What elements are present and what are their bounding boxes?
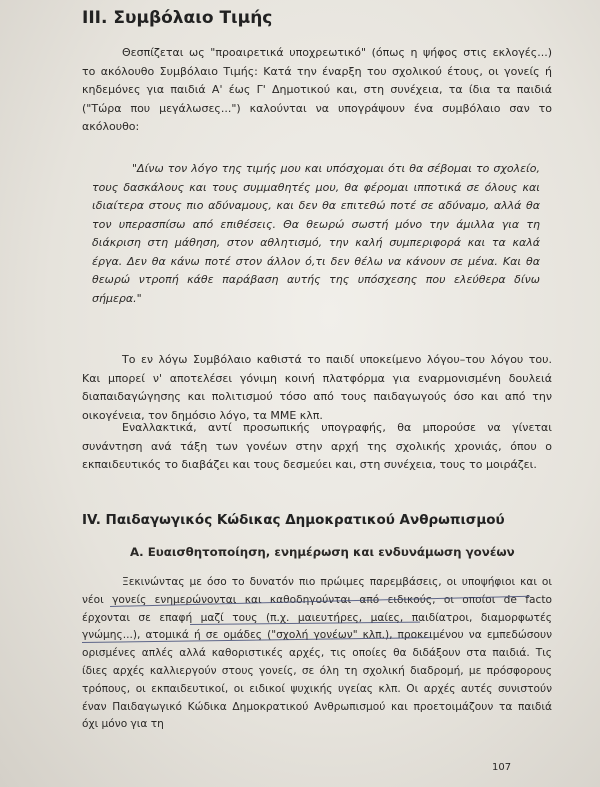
section-4-heading: IV. Παιδαγωγικός Κώδικας Δημοκρατικού Ανθρωπισμού xyxy=(82,512,505,528)
section-3-heading: III. Συμβόλαιο Τιμής xyxy=(82,8,273,28)
honor-contract-quote: "Δίνω τον λόγο της τιμής μου και υπόσχομαι ότι θα σέβομαι το σχολείο, τους δασκάλους και τους συμμαθητές μου, θα φέρομαι ιπποτικά σε όλους και ιδιαίτερα στους πιο αδύναμους, και δεν θα επιτεθώ ποτέ σε αδύναμο, αλλά θα τον υπερασπίσω από επιθέσεις. Θα θεωρώ σωστή μόνο την άμιλλα για τη διάκριση στη μάθηση, στον αθλητισμό, την καλή συμπεριφορά και τα καλά έργα. Δεν θα κάνω ποτέ στον άλλον ό,τι δεν θέλω να κάνουν σε μένα. Και θα θεωρώ ντροπή κάθε παράβαση αυτής της υπόσχεσης που ελεύθερα δίνω σήμερα." xyxy=(92,162,540,305)
section-3-intro: Θεσπίζεται ως "προαιρετικά υποχρεωτικό" (όπως η ψήφος στις εκλογές...) το ακόλουθο Συμβόλαιο Τιμής: Κατά την έναρξη του σχολικού έτους, οι γονείς ή κηδεμόνες για παιδιά Α' έως Γ' Δημοτικού και, στη συνέχεια, τα ίδια τα παιδιά ("Τώρα που μεγάλωσες...") καλούνται να υπογράψουν ένα συμβόλαιο σαν το ακόλουθο: xyxy=(82,46,552,133)
section-3-paragraph-2: Το εν λόγω Συμβόλαιο καθιστά το παιδί υποκείμενο λόγου–του λόγου του. Και μπορεί ν' αποτελέσει γόνιμη κοινή πλατφόρμα για εναρμονισμένη δουλειά διαπαιδαγώγησης και πολιτισμού τόσο από τους παιδαγωγούς όσο και από την οικογένεια, τον δημόσιο λόγο, τα ΜΜΕ κλπ. xyxy=(82,353,552,422)
section-3-paragraph-3: Εναλλακτικά, αντί προσωπικής υπογραφής, θα μπορούσε να γίνεται συνάντηση ανά τάξη των γονέων στην αρχή της σχολικής χρονιάς, όπου ο εκπαιδευτικός το διαβάζει και τους δεσμεύει και, στη συνέχεια, τους το μοιράζει. xyxy=(82,421,552,471)
section-4-subheading: Α. Ευαισθητοποίηση, ενημέρωση και ενδυνάμωση γονέων xyxy=(130,545,515,559)
page-number: 107 xyxy=(492,762,512,773)
section-4-paragraph-1: Ξεκινώντας με όσο το δυνατόν πιο πρώιμες παρεμβάσεις, οι υποψήφιοι και οι νέοι γονείς ενημερώνονται και καθοδηγούνται από ειδικούς, οι οποίοι de facto έρχονται σε επαφή μαζί τους (π.χ. μαιευτήρες, μαίες, παιδίατροι, διαμορφωτές γνώμης...), ατομικά ή σε ομάδες ("σχολή γονέων" κλπ.), προκειμένου να εμπεδώσουν ορισμένες απλές αλλά καθοριστικές αρχές, τις οποίες θα διδάξουν στα παιδιά. Τις ίδιες αρχές καλλιεργούν στους γονείς, σε όλη τη σχολική διαδρομή, με πρόσφορους τρόπους, οι εκπαιδευτικοί, οι ειδικοί ψυχικής υγείας κλπ. Οι αρχές αυτές συνιστούν έναν Παιδαγωγικό Κώδικα Δημοκρατικού Ανθρωπισμού και προετοιμάζουν τα παιδιά όχι μόνο για τη xyxy=(82,576,552,731)
